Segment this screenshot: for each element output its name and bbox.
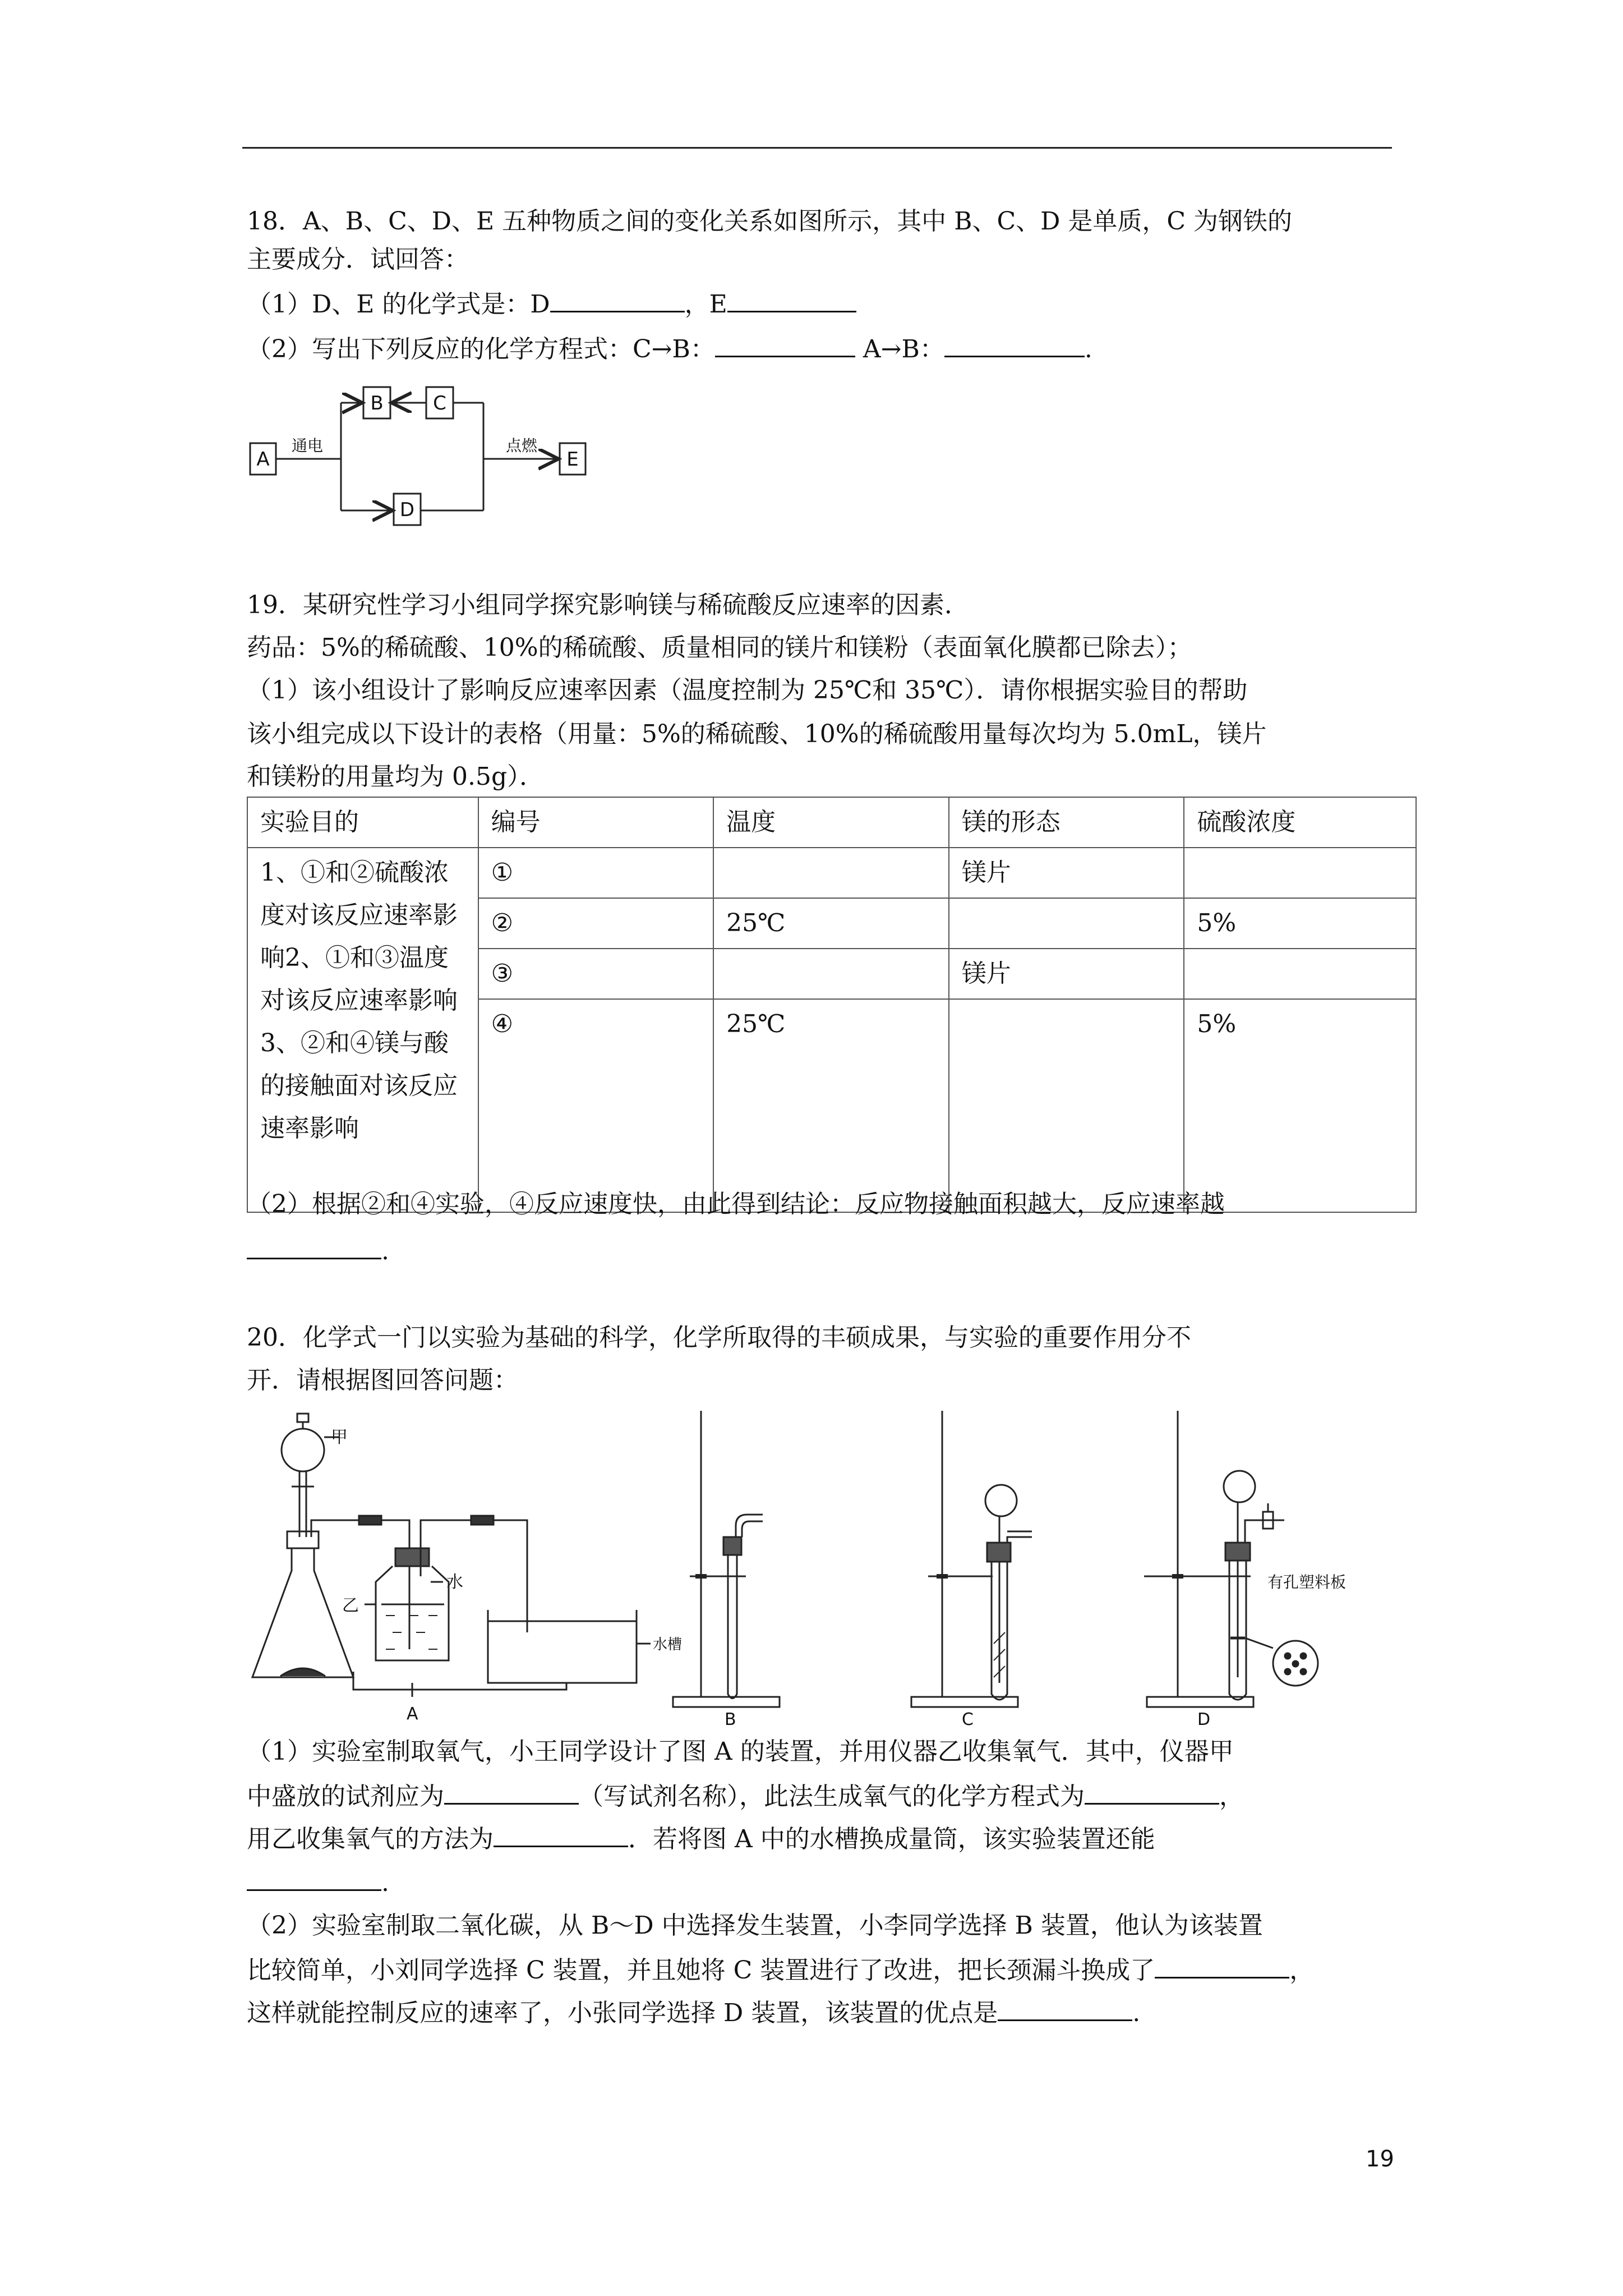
q19-part2-end: .: [381, 1237, 389, 1266]
q18-reaction-diagram: [241, 376, 623, 527]
experiment-table: [247, 797, 1417, 1213]
cell-conc: 5%: [1184, 999, 1416, 1212]
answer-blank-c-to-b[interactable]: [715, 331, 855, 357]
q18-part2-end: .: [1084, 335, 1092, 364]
answer-blank-advantage[interactable]: [998, 1995, 1132, 2021]
apparatus-b: [673, 1411, 780, 1707]
cell-form-blank[interactable]: [949, 999, 1184, 1212]
q20-stem-line1: 20．化学式一门以实验为基础的科学，化学所取得的丰硕成果，与实验的重要作用分不: [247, 1323, 1191, 1352]
q20-part1-line3-a: 用乙收集氧气的方法为: [247, 1825, 494, 1853]
q20-apparatus-figure: [241, 1402, 1430, 1733]
label-d: D: [399, 499, 415, 521]
q20-part1-line3: [247, 1821, 1155, 1857]
cell-temp-blank[interactable]: [713, 848, 949, 898]
cell-form: 镁片: [949, 949, 1184, 999]
q20-part1-line1: （1）实验室制取氧气，小王同学设计了图 A 的装置，并用仪器乙收集氧气．其中，仪器甲: [247, 1737, 1234, 1766]
q20-part2-line3-b: .: [1132, 1999, 1141, 2027]
label-water: 水: [446, 1572, 463, 1592]
header-mg-form: 镁的形态: [949, 797, 1184, 848]
answer-blank-collection-method[interactable]: [494, 1821, 628, 1847]
q20-part1-line2-a: 中盛放的试剂应为: [247, 1782, 444, 1811]
label-b: B: [370, 392, 384, 415]
q18-stem-line2: 主要成分．试回答：: [247, 245, 469, 274]
table-header-row: [247, 797, 1416, 848]
q19-part1-line1: （1）该小组设计了影响反应速率因素（温度控制为 25℃和 35℃）．请你根据实验目的帮助: [247, 676, 1248, 705]
header-acid-concentration: 硫酸浓度: [1184, 797, 1416, 848]
apparatus-d: [1144, 1411, 1318, 1707]
q20-part1-line2: [247, 1778, 1244, 1814]
q19-part2-line2: [247, 1233, 389, 1269]
answer-blank-o2-equation[interactable]: [1085, 1778, 1219, 1805]
q20-part2-line2: [247, 1952, 1314, 1988]
q20-part1-line4-end: .: [381, 1869, 389, 1897]
q20-part2-line1: （2）实验室制取二氧化碳，从 B～D 中选择发生装置，小李同学选择 B 装置，他认为该装置: [247, 1911, 1263, 1940]
label-ignition: 点燃: [505, 436, 538, 455]
q18-part2-prefix: （2）写出下列反应的化学方程式：C→B：: [247, 335, 715, 364]
header-rule: [242, 147, 1392, 149]
label-figure-b: B: [725, 1710, 736, 1729]
q20-part2-line2-a: 比较简单，小刘同学选择 C 装置，并且她将 C 装置进行了改进，把长颈漏斗换成了: [247, 1956, 1155, 1985]
label-jia: 甲: [331, 1428, 348, 1447]
q20-stem-line2: 开．请根据图回答问题：: [247, 1366, 518, 1395]
q18-part1-mid: ，E: [684, 290, 727, 319]
label-perforated-plate: 有孔塑料板: [1267, 1573, 1347, 1591]
cell-temp: 25℃: [713, 999, 949, 1212]
answer-blank-reagent[interactable]: [444, 1778, 579, 1805]
q20-part1-line2-b: （写试剂名称），此法生成氧气的化学方程式为: [579, 1782, 1085, 1811]
table-row: [247, 848, 1416, 898]
q18-part2: [247, 331, 1092, 367]
cell-form-blank[interactable]: [949, 898, 1184, 949]
answer-blank-measure[interactable]: [247, 1865, 381, 1891]
cell-purpose: 1、①和②硫酸浓度对该反应速率影响2、①和③温度对该反应速率影响3、②和④镁与酸的接触面对该反应速率影响: [247, 848, 478, 1212]
label-figure-c: C: [962, 1710, 974, 1729]
label-figure-d: D: [1197, 1710, 1211, 1729]
answer-blank-d[interactable]: [550, 286, 685, 312]
q18-part2-mid: A→B：: [855, 335, 944, 364]
answer-blank-e[interactable]: [727, 286, 856, 312]
q18-part1-prefix: （1）D、E 的化学式是：D: [247, 290, 550, 319]
cell-temp: 25℃: [713, 898, 949, 949]
label-yi: 乙: [342, 1596, 359, 1616]
cell-conc: 5%: [1184, 898, 1416, 949]
label-e: E: [566, 448, 579, 471]
q20-part1-line2-c: ，: [1219, 1782, 1244, 1811]
label-c: C: [433, 392, 446, 415]
header-number: 编号: [478, 797, 714, 848]
cell-id: ②: [478, 898, 714, 949]
q18-stem-line1: 18．A、B、C、D、E 五种物质之间的变化关系如图所示，其中 B、C、D 是单质，C 为钢铁的: [247, 207, 1293, 236]
q20-part1-line4: [247, 1865, 389, 1901]
apparatus-c: [911, 1411, 1032, 1707]
q18-part1: [247, 286, 856, 322]
header-temperature: 温度: [713, 797, 949, 848]
q19-drugs: 药品：5%的稀硫酸、10%的稀硫酸、质量相同的镁片和镁粉（表面氧化膜都已除去）；: [247, 633, 1192, 662]
label-water-trough: 水槽: [653, 1636, 683, 1653]
cell-id: ①: [478, 848, 714, 898]
page-number: 19: [1366, 2146, 1394, 2172]
q20-part2-line2-b: ，: [1289, 1956, 1315, 1985]
cell-conc-blank[interactable]: [1184, 949, 1416, 999]
q20-part1-line3-b: ．若将图 A 中的水槽换成量筒，该实验装置还能: [628, 1825, 1155, 1853]
q19-stem: 19．某研究性学习小组同学探究影响镁与稀硫酸反应速率的因素．: [247, 591, 969, 619]
label-electrolysis: 通电: [291, 436, 324, 455]
q19-part1-line2: 该小组完成以下设计的表格（用量：5%的稀硫酸、10%的稀硫酸用量每次均为 5.0mL，镁片: [247, 720, 1267, 748]
answer-blank-a-to-b[interactable]: [944, 331, 1085, 357]
cell-temp-blank[interactable]: [713, 949, 949, 999]
cell-id: ③: [478, 949, 714, 999]
label-figure-a: A: [407, 1704, 418, 1724]
apparatus-a: [252, 1414, 651, 1697]
answer-blank-rate[interactable]: [247, 1233, 381, 1259]
q20-part2-line3-a: 这样就能控制反应的速率了，小张同学选择 D 装置，该装置的优点是: [247, 1999, 998, 2027]
cell-form: 镁片: [949, 848, 1184, 898]
q19-part1-line3: 和镁粉的用量均为 0.5g）．: [247, 762, 545, 791]
cell-conc-blank[interactable]: [1184, 848, 1416, 898]
q19-part2-line1: （2）根据②和④实验，④反应速度快，由此得到结论：反应物接触面积越大，反应速率越: [247, 1190, 1225, 1218]
answer-blank-replacement[interactable]: [1155, 1952, 1289, 1978]
label-a: A: [256, 448, 270, 471]
header-purpose: 实验目的: [247, 797, 478, 848]
q20-part2-line3: [247, 1995, 1140, 2031]
cell-id: ④: [478, 999, 714, 1212]
